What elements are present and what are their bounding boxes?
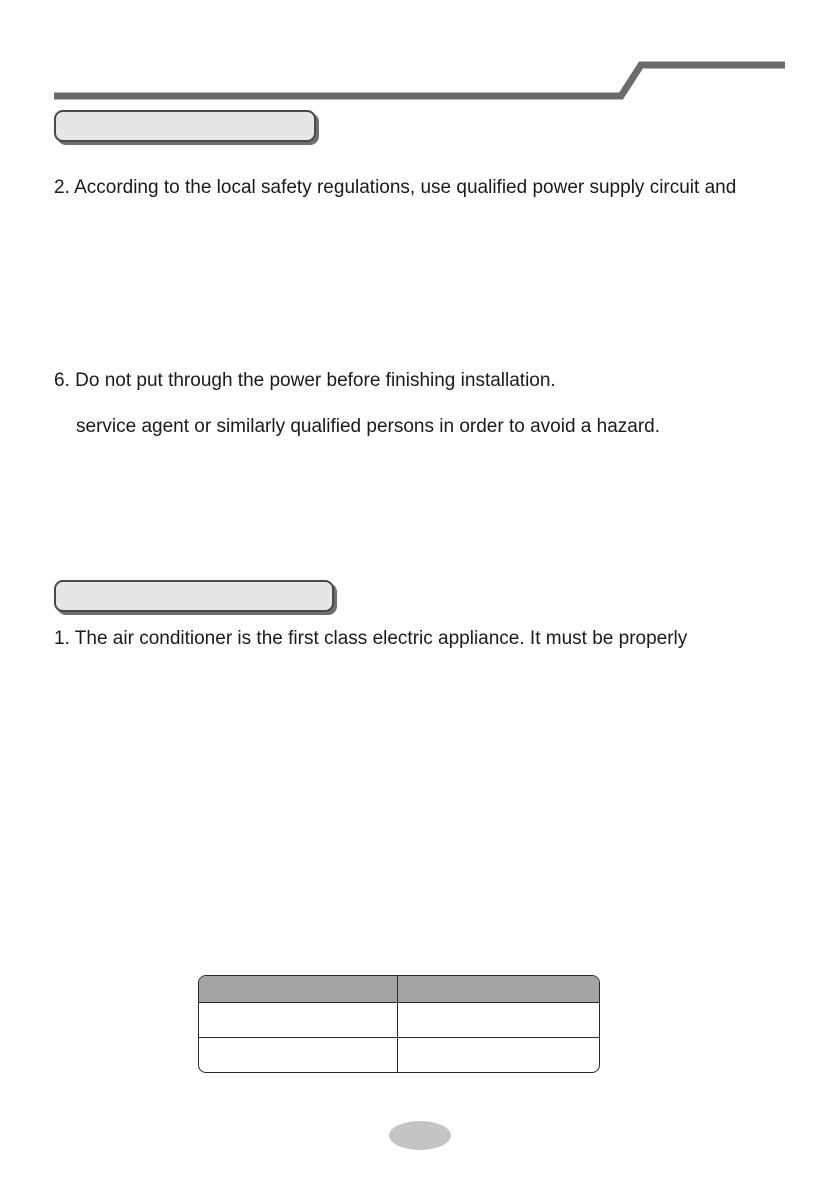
table-header-cell (398, 976, 599, 1002)
paragraph-hazard-line: service agent or similarly qualified persons in order to avoid a hazard. (76, 416, 661, 437)
paragraph-grounding-item-1: 1. The air conditioner is the first class electric appliance. It must be properly (54, 628, 688, 649)
table-cell (398, 1003, 599, 1037)
table-header-cell (199, 976, 398, 1002)
table-cell (199, 1038, 398, 1072)
table-header-row (199, 976, 599, 1002)
section-tab-safety (54, 110, 316, 142)
section-tab-grounding (54, 580, 334, 612)
paragraph-item-2: 2. According to the local safety regulations, use qualified power supply circuit and (54, 177, 737, 198)
paragraph-item-6: 6. Do not put through the power before finishing installation. (54, 370, 556, 391)
table-row (199, 1037, 599, 1072)
table-cell (199, 1003, 398, 1037)
spec-table (198, 975, 600, 1073)
table-cell (398, 1038, 599, 1072)
table-row (199, 1002, 599, 1037)
header-rule (0, 0, 839, 110)
page-number-badge (389, 1121, 451, 1150)
